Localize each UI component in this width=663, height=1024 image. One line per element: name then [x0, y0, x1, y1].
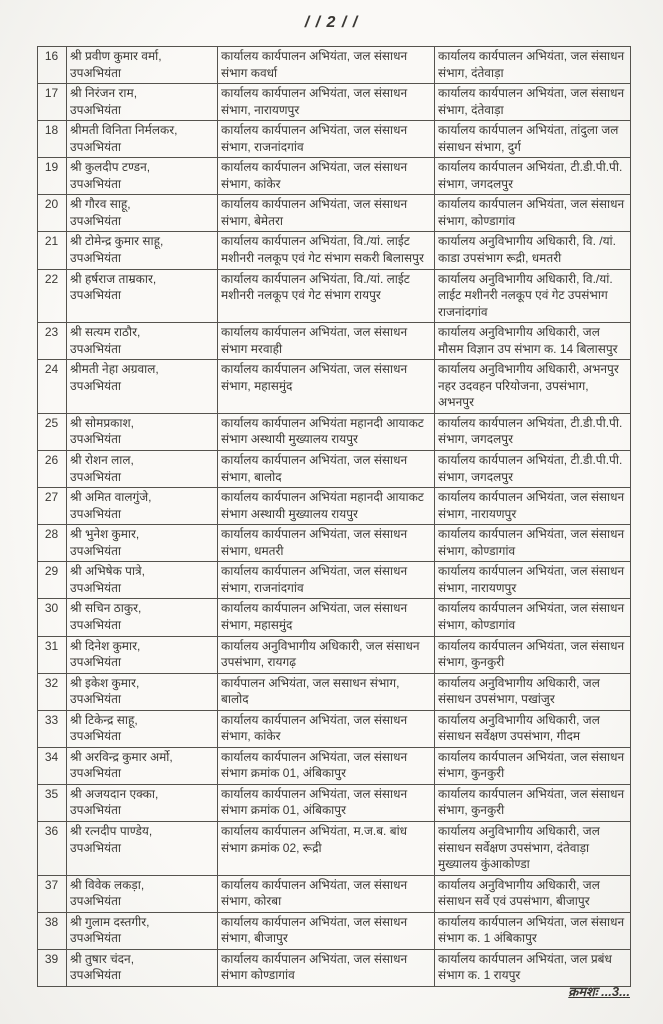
- new-office-cell: कार्यालय अनुविभागीय अधिकारी, जल संसाधन सर्वे एवं उपसंभाग, बीजापुर: [435, 875, 631, 912]
- serial-number-cell: 35: [38, 784, 67, 821]
- table-row: [38, 488, 631, 525]
- serial-number-cell: 19: [38, 158, 67, 195]
- serial-number-cell: 38: [38, 912, 67, 949]
- new-office-cell: कार्यालय अनुविभागीय अधिकारी, अभनपुर नहर उदवहन परियोजना, उपसंभाग, अभनपुर: [435, 360, 631, 414]
- officer-name: श्रीमती नेहा अग्रवाल,: [70, 362, 159, 377]
- officer-name: श्री दिनेश कुमार,: [70, 638, 141, 653]
- current-office-cell: कार्यालय कार्यपालन अभियंता महानदी आयाकट संभाग अस्थायी मुख्यालय रायपुर: [218, 488, 435, 525]
- new-office-cell: कार्यालय कार्यपालन अभियंता, टी.डी.पी.पी. संभाग, जगदलपुर: [435, 158, 631, 195]
- continuation-note-text: क्रमशः ...3...: [568, 984, 630, 999]
- officer-designation: उपअभियंता: [70, 176, 122, 191]
- officer-name: श्री भुनेश कुमार,: [70, 527, 140, 542]
- officer-designation: उपअभियंता: [70, 543, 122, 558]
- officer-name-cell: [67, 784, 218, 821]
- new-office-cell: कार्यालय कार्यपालन अभियंता, जल संसाधन संभाग, नारायणपुर: [435, 488, 631, 525]
- page-number-header: / / 2 / /: [304, 14, 359, 31]
- current-office-cell: कार्यालय कार्यपालन अभियंता, जल संसाधन संभाग क्रमांक 01, अंबिकापुर: [218, 747, 435, 784]
- current-office-cell: कार्यालय कार्यपालन अभियंता, जल संसाधन संभाग, महासमुंद: [218, 599, 435, 636]
- officer-name-cell: [67, 323, 218, 360]
- officer-name-cell: [67, 673, 218, 710]
- current-office-cell: कार्यालय कार्यपालन अभियंता, जल संसाधन संभाग, बीजापुर: [218, 912, 435, 949]
- new-office-cell: कार्यालय कार्यपालन अभियंता, जल संसाधन संभाग क. 1 अंबिकापुर: [435, 912, 631, 949]
- serial-number-cell: 28: [38, 525, 67, 562]
- officer-name-cell: [67, 47, 218, 84]
- officer-name-cell: [67, 84, 218, 121]
- table-row: [38, 121, 631, 158]
- officer-name-cell: [67, 488, 218, 525]
- officer-name-cell: [67, 710, 218, 747]
- table-row: [38, 875, 631, 912]
- current-office-cell: कार्यालय कार्यपालन अभियंता, जल संसाधन संभाग, महासमुंद: [218, 360, 435, 414]
- officer-designation: उपअभियंता: [70, 692, 122, 707]
- serial-number-cell: 16: [38, 47, 67, 84]
- officer-designation: उपअभियंता: [70, 580, 122, 595]
- serial-number-cell: 32: [38, 673, 67, 710]
- current-office-cell: कार्यालय कार्यपालन अभियंता, वि./यां. लाईट मशीनरी नलकूप एवं गेट संभाग रायपुर: [218, 269, 435, 323]
- officer-designation: उपअभियंता: [70, 102, 122, 117]
- new-office-cell: कार्यालय कार्यपालन अभियंता, जल संसाधन संभाग, दंतेवाड़ा: [435, 47, 631, 84]
- officer-designation: उपअभियंता: [70, 968, 122, 983]
- officer-name: श्रीमती विनिता निर्मलकर,: [70, 123, 178, 138]
- new-office-cell: कार्यालय कार्यपालन अभियंता, जल संसाधन संभाग, कोण्डागांव: [435, 525, 631, 562]
- officer-name: श्री टिकेन्द्र साहू,: [70, 712, 138, 727]
- current-office-cell: कार्यालय कार्यपालन अभियंता, जल संसाधन संभाग, कोरबा: [218, 875, 435, 912]
- new-office-cell: कार्यालय अनुविभागीय अधिकारी, वि. /यां. काडा उपसंभाग रूद्री, धमतरी: [435, 232, 631, 269]
- current-office-cell: कार्यालय कार्यपालन अभियंता, जल संसाधन संभाग, कांकेर: [218, 710, 435, 747]
- table-row: [38, 949, 631, 986]
- current-office-cell: कार्यालय कार्यपालन अभियंता, जल संसाधन संभाग, बेमेतरा: [218, 195, 435, 232]
- new-office-cell: कार्यालय कार्यपालन अभियंता, टी.डी.पी.पी. संभाग, जगदलपुर: [435, 451, 631, 488]
- officer-name-cell: [67, 599, 218, 636]
- officer-name-cell: [67, 821, 218, 875]
- table-row: [38, 195, 631, 232]
- officer-designation: उपअभियंता: [70, 894, 122, 909]
- officer-name: श्री गौरव साहू,: [70, 197, 131, 212]
- serial-number-cell: 36: [38, 821, 67, 875]
- serial-number-cell: 17: [38, 84, 67, 121]
- officer-name-cell: [67, 747, 218, 784]
- new-office-cell: कार्यालय कार्यपालन अभियंता, तांदुला जल संसाधन संभाग, दुर्ग: [435, 121, 631, 158]
- serial-number-cell: 31: [38, 636, 67, 673]
- officer-name: श्री तुषार चंदन,: [70, 951, 135, 966]
- current-office-cell: कार्यालय कार्यपालन अभियंता, जल संसाधन संभाग कोण्डागांव: [218, 949, 435, 986]
- current-office-cell: कार्यालय कार्यपालन अभियंता महानदी आयाकट संभाग अस्थायी मुख्यालय रायपुर: [218, 413, 435, 450]
- officer-designation: उपअभियंता: [70, 139, 122, 154]
- serial-number-cell: 30: [38, 599, 67, 636]
- serial-number-cell: 20: [38, 195, 67, 232]
- serial-number-cell: 21: [38, 232, 67, 269]
- serial-number-cell: 26: [38, 451, 67, 488]
- table-row: [38, 269, 631, 323]
- officer-name: श्री कुलदीप टण्डन,: [70, 160, 151, 175]
- officer-name: श्री सत्यम राठौर,: [70, 325, 141, 340]
- new-office-cell: कार्यालय कार्यपालन अभियंता, जल संसाधन संभाग, नारायणपुर: [435, 562, 631, 599]
- officer-designation: उपअभियंता: [70, 469, 122, 484]
- officer-name-cell: [67, 875, 218, 912]
- officer-designation: उपअभियंता: [70, 288, 122, 303]
- officer-name: श्री रोशन लाल,: [70, 453, 134, 468]
- officer-designation: उपअभियंता: [70, 803, 122, 818]
- table-row: [38, 912, 631, 949]
- officer-name: श्री टोमेन्द्र कुमार साहू,: [70, 234, 164, 249]
- table-row: [38, 747, 631, 784]
- officer-name: श्री अजयदान एक्का,: [70, 786, 159, 801]
- officer-name-cell: [67, 360, 218, 414]
- table-row: [38, 360, 631, 414]
- table-body: [38, 47, 631, 987]
- new-office-cell: कार्यालय अनुविभागीय अधिकारी, जल संसाधन उपसंभाग, पखांजुर: [435, 673, 631, 710]
- officer-name: श्री निरंजन राम,: [70, 86, 138, 101]
- officer-name-cell: [67, 562, 218, 599]
- serial-number-cell: 24: [38, 360, 67, 414]
- new-office-cell: कार्यालय अनुविभागीय अधिकारी, जल संसाधन सर्वेक्षण उपसंभाग, गीदम: [435, 710, 631, 747]
- officer-name: श्री अमित वालगुंजे,: [70, 490, 152, 505]
- officer-designation: उपअभियंता: [70, 65, 122, 80]
- table-row: [38, 323, 631, 360]
- serial-number-cell: 34: [38, 747, 67, 784]
- officer-name: श्री रत्नदीप पाण्डेय,: [70, 823, 153, 838]
- new-office-cell: कार्यालय कार्यपालन अभियंता, जल संसाधन संभाग, दंतेवाड़ा: [435, 84, 631, 121]
- officer-name: श्री इकेश कुमार,: [70, 675, 140, 690]
- officer-name: श्री अरविन्द्र कुमार अर्मो,: [70, 749, 173, 764]
- serial-number-cell: 29: [38, 562, 67, 599]
- current-office-cell: कार्यालय कार्यपालन अभियंता, जल संसाधन संभाग, धमतरी: [218, 525, 435, 562]
- table-row: [38, 636, 631, 673]
- transfer-table: [37, 46, 631, 987]
- officer-designation: उपअभियंता: [70, 432, 122, 447]
- table-row: [38, 158, 631, 195]
- officer-name: श्री सोमप्रकाश,: [70, 415, 134, 430]
- serial-number-cell: 39: [38, 949, 67, 986]
- new-office-cell: कार्यालय अनुविभागीय अधिकारी, जल मौसम विज्ञान उप संभाग क. 14 बिलासपुर: [435, 323, 631, 360]
- table-row: [38, 232, 631, 269]
- officer-name-cell: [67, 232, 218, 269]
- current-office-cell: कार्यालय कार्यपालन अभियंता, जल संसाधन संभाग कवर्धा: [218, 47, 435, 84]
- new-office-cell: कार्यालय कार्यपालन अभियंता, जल प्रबंध संभाग क. 1 रायपुर: [435, 949, 631, 986]
- officer-designation: उपअभियंता: [70, 506, 122, 521]
- current-office-cell: कार्यालय कार्यपालन अभियंता, जल संसाधन संभाग, कांकेर: [218, 158, 435, 195]
- table-row: [38, 413, 631, 450]
- table-row: [38, 710, 631, 747]
- serial-number-cell: 18: [38, 121, 67, 158]
- current-office-cell: कार्यालय कार्यपालन अभियंता, म.ज.ब. बांध संभाग क्रमांक 02, रूद्री: [218, 821, 435, 875]
- officer-designation: उपअभियंता: [70, 840, 122, 855]
- serial-number-cell: 22: [38, 269, 67, 323]
- officer-name: श्री हर्षराज ताम्रकार,: [70, 271, 157, 286]
- serial-number-cell: 25: [38, 413, 67, 450]
- officer-designation: उपअभियंता: [70, 931, 122, 946]
- officer-designation: उपअभियंता: [70, 213, 122, 228]
- table-row: [38, 47, 631, 84]
- officer-name-cell: [67, 121, 218, 158]
- officer-name-cell: [67, 636, 218, 673]
- new-office-cell: कार्यालय कार्यपालन अभियंता, जल संसाधन संभाग, कुनकुरी: [435, 784, 631, 821]
- officer-designation: उपअभियंता: [70, 655, 122, 670]
- table-row: [38, 673, 631, 710]
- officer-name-cell: [67, 413, 218, 450]
- officer-name-cell: [67, 912, 218, 949]
- officer-name: श्री विवेक लकड़ा,: [70, 877, 145, 892]
- table-row: [38, 821, 631, 875]
- officer-designation: उपअभियंता: [70, 617, 122, 632]
- new-office-cell: कार्यालय कार्यपालन अभियंता, जल संसाधन संभाग, कोण्डागांव: [435, 195, 631, 232]
- current-office-cell: कार्यालय कार्यपालन अभियंता, जल संसाधन संभाग, नारायणपुर: [218, 84, 435, 121]
- current-office-cell: कार्यालय कार्यपालन अभियंता, वि./यां. लाईट मशीनरी नलकूप एवं गेट संभाग सकरी बिलासपुर: [218, 232, 435, 269]
- serial-number-cell: 23: [38, 323, 67, 360]
- officer-name: श्री अभिषेक पात्रे,: [70, 564, 146, 579]
- current-office-cell: कार्यपालन अभियंता, जल ससाधन संभाग, बालोद: [218, 673, 435, 710]
- officer-designation: उपअभियंता: [70, 378, 122, 393]
- table-row: [38, 562, 631, 599]
- serial-number-cell: 37: [38, 875, 67, 912]
- new-office-cell: कार्यालय अनुविभागीय अधिकारी, जल संसाधन सर्वेक्षण उपसंभाग, दंतेवाड़ा मुख्यालय कुंआकोण्डा: [435, 821, 631, 875]
- officer-name-cell: [67, 525, 218, 562]
- table-row: [38, 84, 631, 121]
- current-office-cell: कार्यालय कार्यपालन अभियंता, जल संसाधन संभाग मरवाही: [218, 323, 435, 360]
- current-office-cell: कार्यालय कार्यपालन अभियंता, जल संसाधन संभाग, राजनांदगांव: [218, 121, 435, 158]
- serial-number-cell: 27: [38, 488, 67, 525]
- new-office-cell: कार्यालय अनुविभागीय अधिकारी, वि./यां. लाईट मशीनरी नलकूप एवं गेट उपसंभाग राजनांदगांव: [435, 269, 631, 323]
- table-row: [38, 451, 631, 488]
- officer-designation: उपअभियंता: [70, 766, 122, 781]
- current-office-cell: कार्यालय कार्यपालन अभियंता, जल संसाधन संभाग, राजनांदगांव: [218, 562, 435, 599]
- table-row: [38, 784, 631, 821]
- officer-name-cell: [67, 451, 218, 488]
- serial-number-cell: 33: [38, 710, 67, 747]
- officer-name: श्री सचिन ठाकुर,: [70, 601, 142, 616]
- officer-name-cell: [67, 195, 218, 232]
- continuation-note: [37, 982, 630, 1000]
- officer-name: श्री प्रवीण कुमार वर्मा,: [70, 49, 162, 63]
- current-office-cell: कार्यालय कार्यपालन अभियंता, जल संसाधन संभाग क्रमांक 01, अंबिकापुर: [218, 784, 435, 821]
- table-row: [38, 525, 631, 562]
- officer-name-cell: [67, 158, 218, 195]
- new-office-cell: कार्यालय कार्यपालन अभियंता, जल संसाधन संभाग, कुनकुरी: [435, 747, 631, 784]
- officer-designation: उपअभियंता: [70, 341, 122, 356]
- officer-name: श्री गुलाम दस्तगीर,: [70, 914, 150, 929]
- current-office-cell: कार्यालय कार्यपालन अभियंता, जल संसाधन संभाग, बालोद: [218, 451, 435, 488]
- officer-name-cell: [67, 949, 218, 986]
- current-office-cell: कार्यालय अनुविभागीय अधिकारी, जल संसाधन उपसंभाग, रायगढ़: [218, 636, 435, 673]
- officer-designation: उपअभियंता: [70, 251, 122, 266]
- new-office-cell: कार्यालय कार्यपालन अभियंता, जल संसाधन संभाग, कुनकुरी: [435, 636, 631, 673]
- officer-designation: उपअभियंता: [70, 729, 122, 744]
- table-row: [38, 599, 631, 636]
- new-office-cell: कार्यालय कार्यपालन अभियंता, जल संसाधन संभाग, कोण्डागांव: [435, 599, 631, 636]
- officer-name-cell: [67, 269, 218, 323]
- new-office-cell: कार्यालय कार्यपालन अभियंता, टी.डी.पी.पी. संभाग, जगदलपुर: [435, 413, 631, 450]
